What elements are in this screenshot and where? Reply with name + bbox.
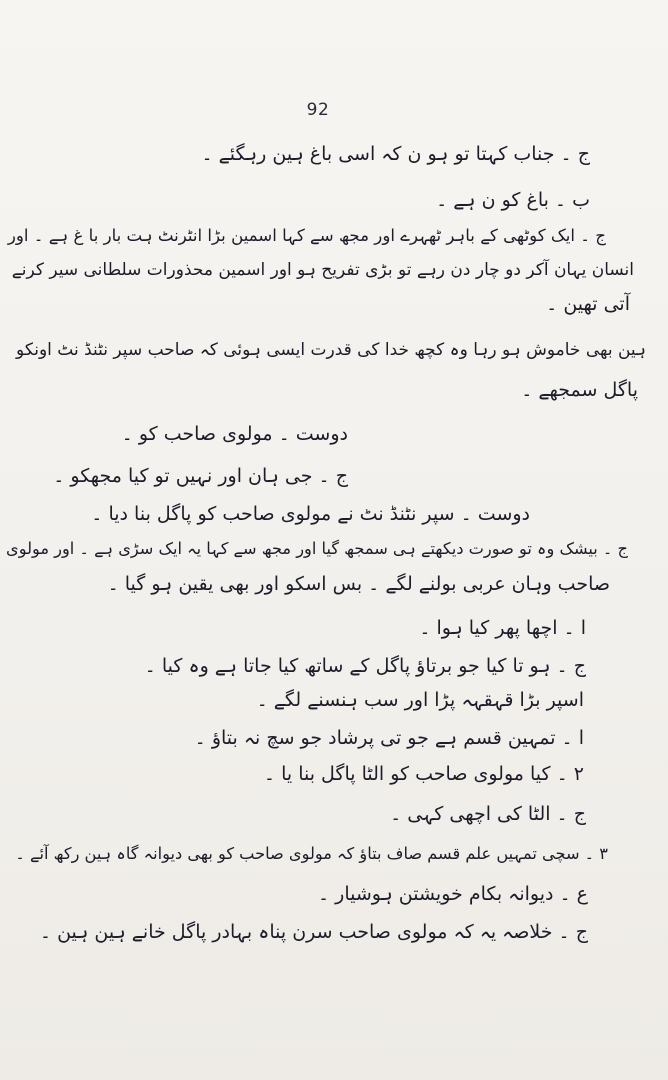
text-line: ج ۔ جناب کہتا تو ہو ن کہ اسی باغ ہین رہگئے ۔ — [201, 143, 590, 165]
text-line: آتی تھین ۔ — [546, 293, 630, 315]
text-line: ج ۔ ہو تا کیا جو برتاؤ پاگل کے ساتھ کیا جاتا ہے وہ کیا ۔ — [144, 655, 586, 677]
text-line: ج ۔ خلاصہ یہ کہ مولوی صاحب سرن پناہ بہادر پاگل خانے ہین ہین ۔ — [39, 921, 588, 943]
page-number: 92 — [306, 100, 330, 120]
text-line: ۲ ۔ کیا مولوی صاحب کو الٹا پاگل بنا یا ۔ — [263, 763, 584, 785]
text-line: ج ۔ ایک کوٹھی کے باہر ٹھہرے اور مجھ سے کہا اسمین بڑا انٹرنٹ ہت بار با غ ہے ۔ اور — [7, 226, 606, 245]
text-line: صاحب وہان عربی بولنے لگے ۔ بس اسکو اور بھی یقین ہو گیا ۔ — [107, 573, 610, 595]
text-line: ج ۔ الٹا کی اچھی کہی ۔ — [390, 803, 586, 825]
text-line: ج ۔ بیشک وہ تو صورت دیکھتے ہی سمجھ گیا اور مجھ سے کہا یہ ایک سڑی ہے ۔ اور مولوی — [6, 539, 628, 558]
text-line: دوست ۔ سپر نٹنڈ نٹ نے مولوی صاحب کو پاگل بنا دیا ۔ — [91, 503, 530, 525]
text-line: ب ۔ باغ کو ن ہے ۔ — [436, 189, 590, 211]
text-line: ۳ ۔ سچی تمہیں علم قسم صاف بتاؤ کہ مولوی صاحب کو بھی دیوانہ گاہ ہین رکھ آئے ۔ — [15, 844, 608, 863]
text-line: ع ۔ دیوانہ بکام خویشتن ہوشیار ۔ — [318, 883, 588, 905]
text-line: انسان یہان آکر دو چار دن رہے تو بڑی تفریح ہو اور اسمین محذورات سلطانی سیر کرنے — [11, 260, 634, 280]
text-line: اسپر بڑا قہقہہ پڑا اور سب ہنسنے لگے ۔ — [256, 689, 584, 711]
text-line: پاگل سمجھے ۔ — [521, 379, 638, 401]
text-line: ہین بھی خاموش ہو رہا وہ کچھ خدا کی قدرت ایسی ہوئی کہ صاحب سپر نٹنڈ نٹ اونکو — [16, 340, 646, 360]
text-line: ا ۔ اچھا پھر کیا ہوا ۔ — [419, 617, 586, 639]
text-line: ج ۔ جی ہان اور نہیں تو کیا مجھکو ۔ — [53, 465, 348, 487]
text-line: ا ۔ تمہین قسم ہے جو تی پرشاد جو سچ نہ بتاؤ ۔ — [194, 727, 584, 749]
text-line: دوست ۔ مولوی صاحب کو ۔ — [121, 423, 348, 445]
